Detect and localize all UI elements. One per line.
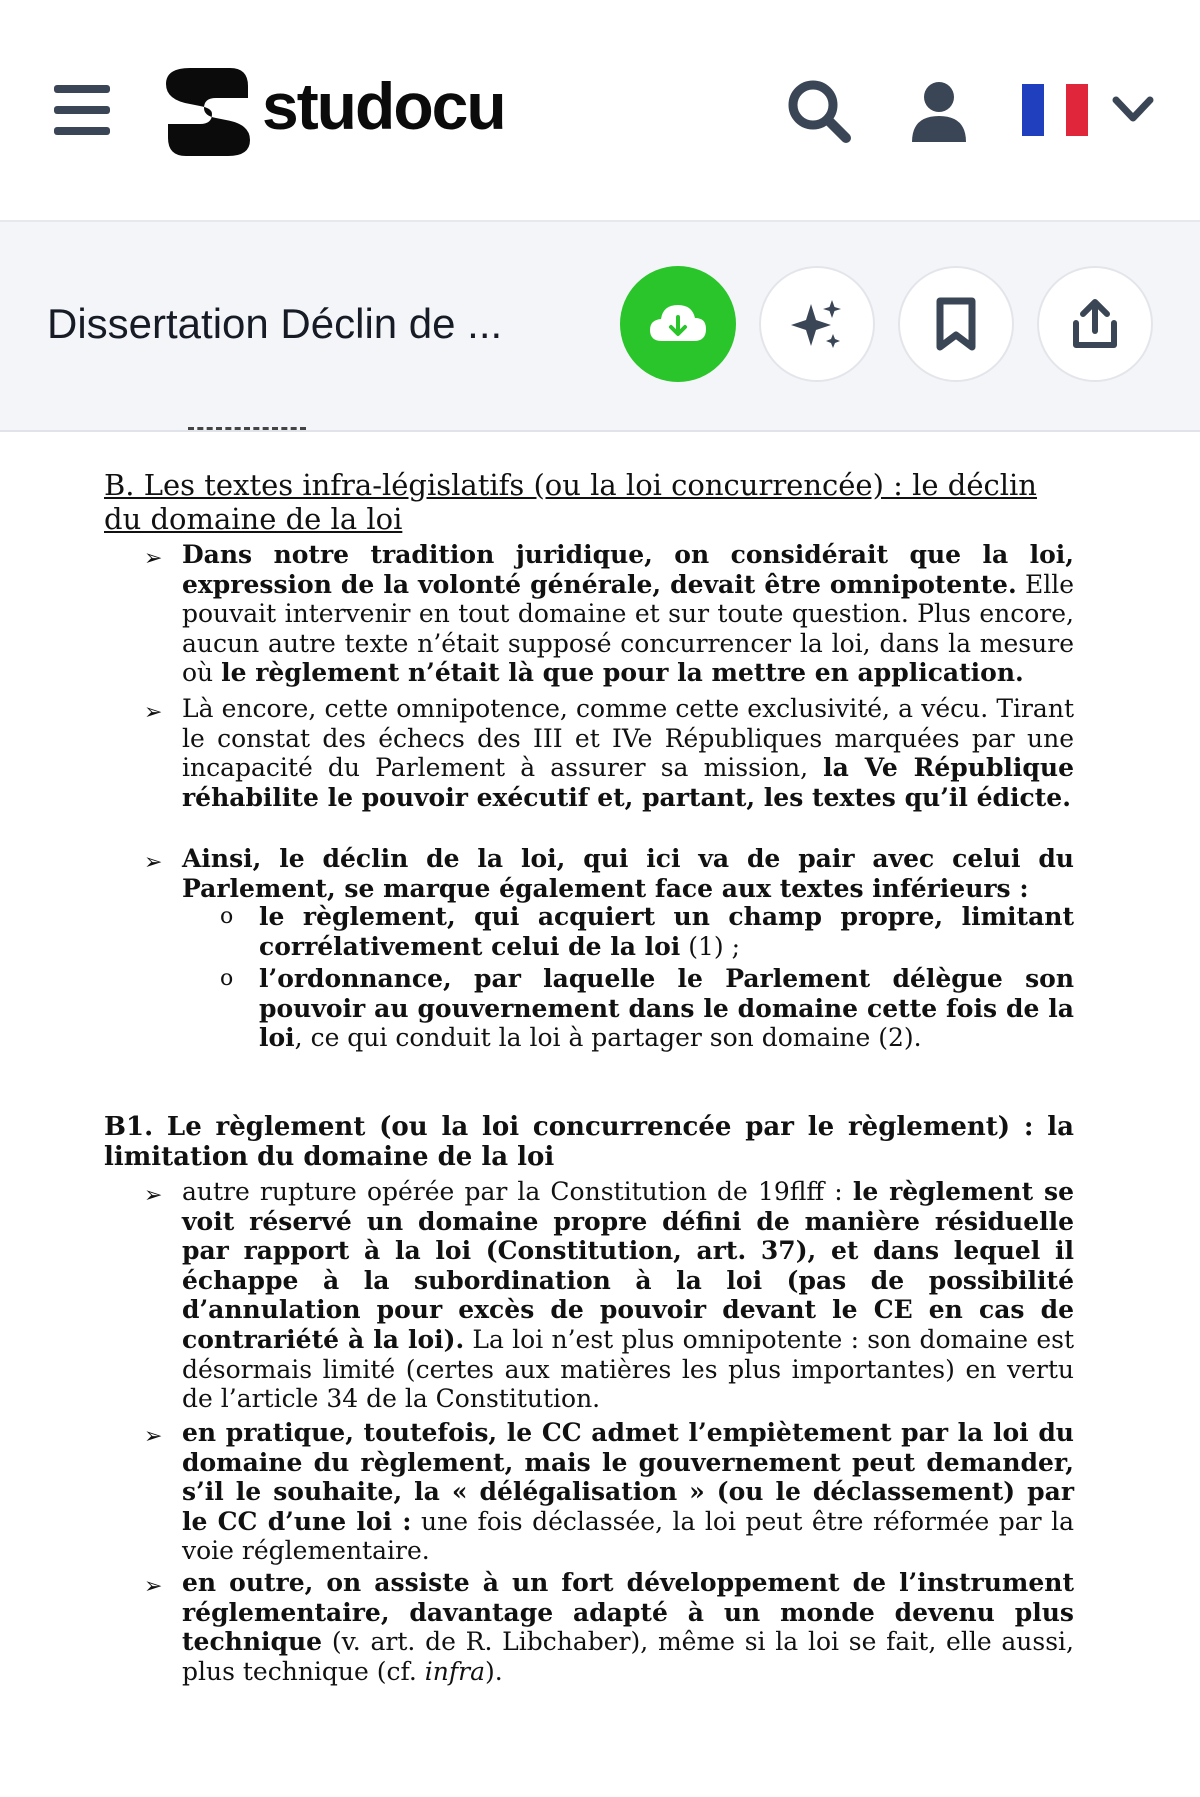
document-title: Dissertation Déclin de ... bbox=[47, 300, 503, 347]
paragraph-outre bbox=[182, 1568, 1074, 1686]
p2-bold: la Ve République réhabilite le pouvoir exécutif et, partant, les textes qu’il édicte. bbox=[182, 753, 1074, 812]
search-icon[interactable] bbox=[786, 78, 852, 144]
arrow-bullet-icon: ➢ bbox=[144, 1424, 163, 1449]
user-account-icon[interactable] bbox=[908, 80, 970, 142]
p1-bold-end: le règlement n’était là que pour la mettre en application. bbox=[221, 658, 1024, 688]
p1-text: Elle pouvait intervenir en tout domaine et sur toute question. Plus encore, aucun autre texte n’était supposé concurrencer la loi, dans la mesure où bbox=[182, 569, 1074, 688]
q3-bold: en outre, on assiste à un fort développement de l’instrument réglementaire, davantage adapté à un monde devenu plus technique bbox=[182, 1568, 1074, 1657]
document-toolbar bbox=[0, 222, 1200, 432]
arrow-bullet-icon: ➢ bbox=[144, 850, 163, 875]
share-button[interactable] bbox=[1037, 266, 1153, 382]
download-button[interactable] bbox=[620, 266, 736, 382]
s2-bold: l’ordonnance, par laquelle le Parlement délègue son pouvoir au gouvernement dans le domaine cette fois de la loi bbox=[259, 964, 1074, 1053]
ai-assistant-button[interactable] bbox=[759, 266, 875, 382]
circle-bullet-icon: o bbox=[220, 966, 234, 991]
paragraph-omnipotence bbox=[182, 694, 1074, 812]
p1-bold: Dans notre tradition juridique, on considérait que la loi, expression de la volonté générale, devait être omnipotente. bbox=[182, 540, 1074, 599]
paragraph-pratique bbox=[182, 1418, 1074, 1566]
q3-end: ). bbox=[485, 1656, 503, 1686]
page-cut-divider bbox=[188, 427, 306, 430]
studocu-logo-mark-icon bbox=[160, 62, 256, 158]
arrow-bullet-icon: ➢ bbox=[144, 700, 163, 725]
arrow-bullet-icon: ➢ bbox=[144, 1183, 163, 1208]
studocu-logo[interactable] bbox=[160, 62, 540, 158]
p3-bold: Ainsi, le déclin de la loi, qui ici va de pair avec celui du Parlement, se marque également face aux textes inférieurs : bbox=[182, 844, 1074, 903]
share-upload-icon bbox=[1070, 297, 1120, 351]
s1-bold: le règlement, qui acquiert un champ propre, limitant corrélativement celui de la loi bbox=[259, 902, 1074, 961]
q1-text: autre rupture opérée par la Constitution de 19flff : bbox=[182, 1177, 853, 1206]
sub-item-ordonnance bbox=[259, 964, 1074, 1053]
paragraph-tradition bbox=[182, 540, 1074, 688]
q3-italic: infra bbox=[424, 1656, 485, 1686]
q2-text: une fois déclassée, la loi peut être réformée par la voie réglementaire. bbox=[182, 1506, 1074, 1566]
sparkles-icon bbox=[789, 296, 845, 352]
bookmark-button[interactable] bbox=[898, 266, 1014, 382]
french-flag-language-icon[interactable] bbox=[1022, 84, 1088, 136]
top-navigation-bar bbox=[0, 0, 1200, 222]
arrow-bullet-icon: ➢ bbox=[144, 1574, 163, 1599]
arrow-bullet-icon: ➢ bbox=[144, 546, 163, 571]
s1-text: (1) ; bbox=[680, 931, 740, 961]
section-b1-heading: B1. Le règlement (ou la loi concurrencée par le règlement) : la limitation du domaine de la loi bbox=[104, 1112, 1074, 1172]
paragraph-rupture bbox=[182, 1177, 1074, 1414]
q2-bold: en pratique, toutefois, le CC admet l’empiètement par la loi du domaine du règlement, mais le gouvernement peut demander, s’il le souhaite, la « délégalisation » (ou le déclassement) par le CC d’une loi : bbox=[182, 1418, 1074, 1536]
sub-item-reglement bbox=[259, 902, 1074, 961]
q1-text-end: La loi n’est plus omnipotente : son domaine est désormais limité (certes aux matières les plus importantes) en vertu de l’article 34 de la Constitution. bbox=[182, 1324, 1074, 1414]
q3-text: (v. art. de R. Libchaber), même si la loi se fait, elle aussi, plus technique (cf. bbox=[182, 1627, 1074, 1686]
logo-text: studocu bbox=[262, 69, 505, 143]
p2-text: Là encore, cette omnipotence, comme cette exclusivité, a vécu. Tirant le constat des échecs des III et IVe Républiques marquées par une incapacité du Parlement à assurer sa mission, bbox=[182, 694, 1074, 783]
hamburger-menu-icon[interactable] bbox=[54, 85, 110, 135]
s2-text: , ce qui conduit la loi à partager son domaine (2). bbox=[294, 1023, 922, 1053]
cloud-download-icon bbox=[646, 299, 710, 349]
document-page bbox=[0, 432, 1200, 1797]
bookmark-icon bbox=[934, 297, 978, 351]
chevron-down-icon[interactable] bbox=[1110, 92, 1156, 128]
section-b-heading: B. Les textes infra-législatifs (ou la loi concurrencée) : le déclin du domaine de la loi bbox=[104, 468, 1037, 536]
circle-bullet-icon: o bbox=[220, 904, 234, 929]
paragraph-declin bbox=[182, 844, 1074, 903]
q1-bold: le règlement se voit réservé un domaine propre défini de manière résiduelle par rapport à la loi (Constitution, art. 37), et dans lequel il échappe à la subordination à la loi (pas de possibilité d’annulation pour excès de pouvoir devant le CE en cas de contrariété à la loi). bbox=[182, 1177, 1074, 1354]
